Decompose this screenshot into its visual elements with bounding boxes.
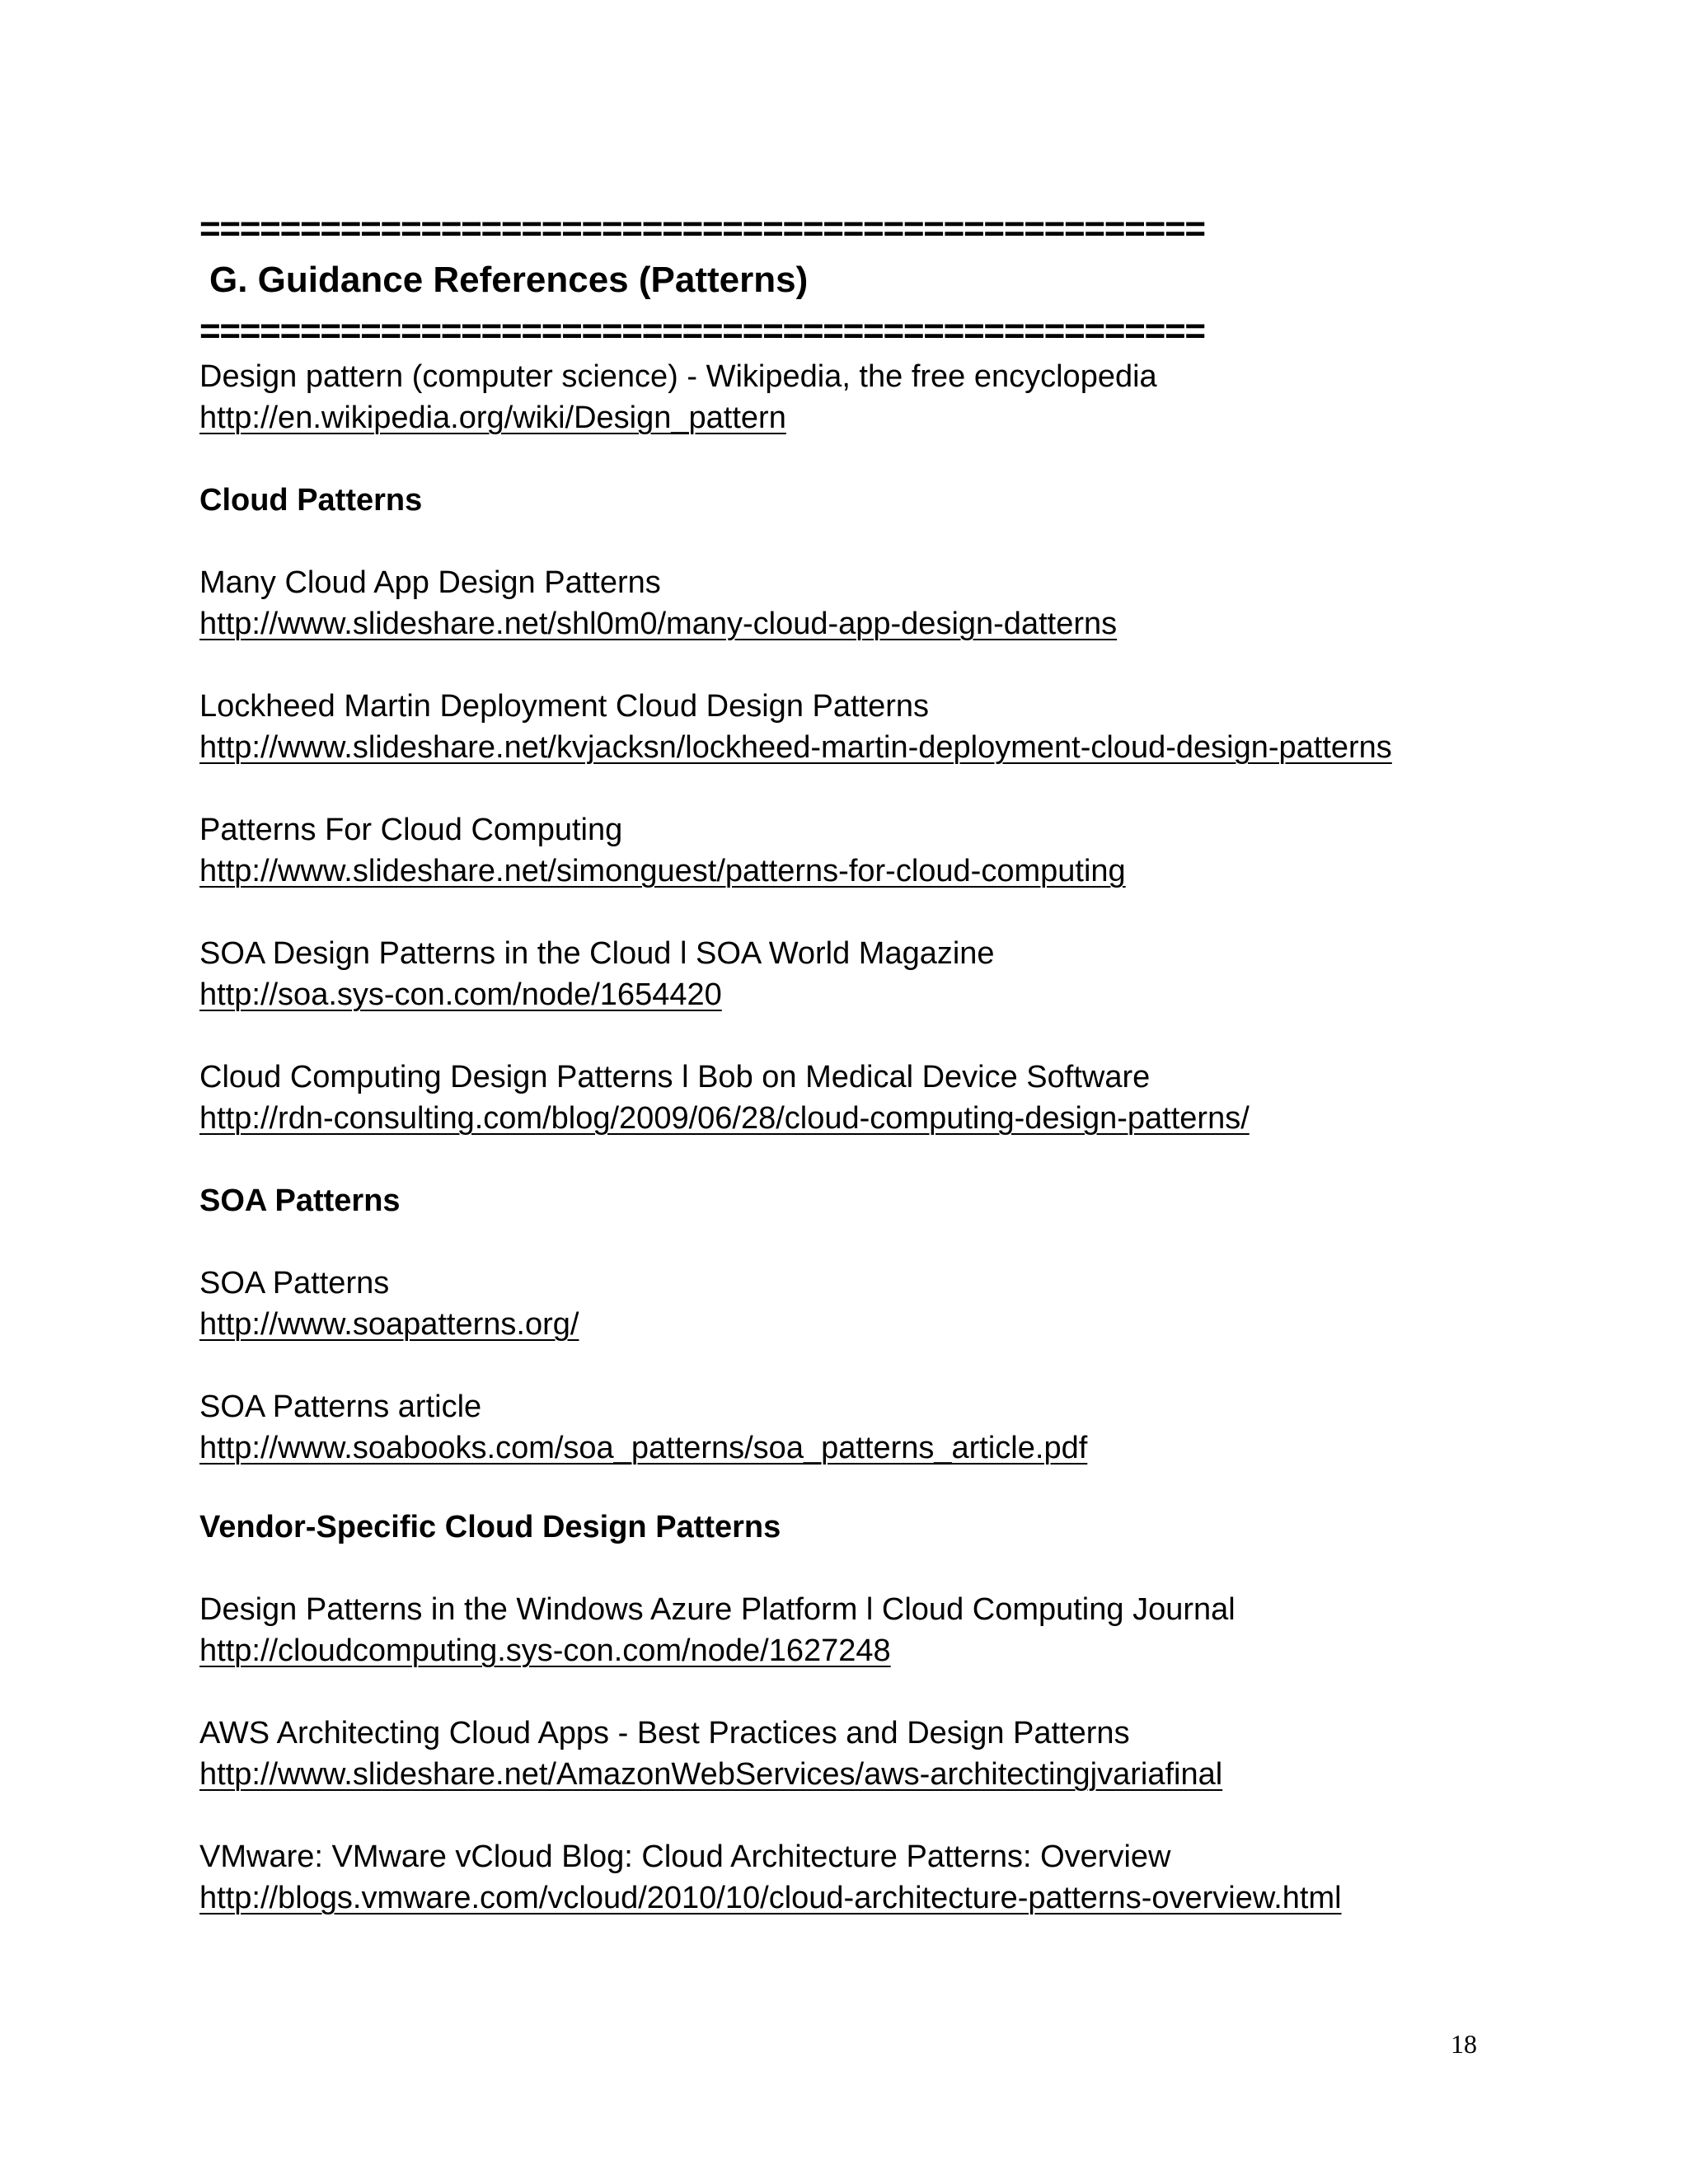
reference-link[interactable]: http://www.soabooks.com/soa_patterns/soa_patterns_article.pdf [199,1431,1088,1465]
reference-link[interactable]: http://www.slideshare.net/shl0m0/many-cloud-app-design-datterns [199,607,1118,641]
reference-entry [199,1713,1502,1795]
reference-link[interactable]: http://soa.sys-con.com/node/1654420 [199,977,722,1012]
reference-title: SOA Design Patterns in the Cloud l SOA World Magazine [199,936,995,971]
reference-title: SOA Patterns article [199,1390,482,1424]
reference-title: Cloud Computing Design Patterns l Bob on Medical Device Software [199,1060,1151,1094]
reference-link[interactable]: http://en.wikipedia.org/wiki/Design_pattern [199,401,786,435]
reference-link[interactable]: http://www.slideshare.net/simonguest/patterns-for-cloud-computing [199,854,1126,888]
reference-title: AWS Architecting Cloud Apps - Best Practices and Design Patterns [199,1716,1130,1750]
reference-title: SOA Patterns [199,1266,390,1301]
reference-title: Patterns For Cloud Computing [199,813,623,847]
reference-entry [199,1263,1502,1345]
reference-entry [199,1589,1502,1671]
reference-link[interactable]: http://rdn-consulting.com/blog/2009/06/28/cloud-computing-design-patterns/ [199,1101,1250,1136]
reference-entry [199,1057,1502,1139]
page-content [199,204,1502,1919]
reference-entry [199,562,1502,644]
divider-rule-bottom: ================================================== [199,311,1205,351]
subsection-title-cloud-patterns: Cloud Patterns [199,483,423,518]
page-number: 18 [1451,2029,1477,2059]
reference-link[interactable]: http://www.slideshare.net/kvjacksn/lockheed-martin-deployment-cloud-design-patterns [199,730,1392,765]
reference-title: Many Cloud App Design Patterns [199,565,661,600]
reference-entry [199,686,1502,768]
reference-link[interactable]: http://cloudcomputing.sys-con.com/node/1627248 [199,1633,891,1668]
divider-rule-top: ================================================== [199,209,1205,249]
subsection-title-soa-patterns: SOA Patterns [199,1183,401,1218]
reference-entry-intro [199,356,1502,438]
reference-title: Design Patterns in the Windows Azure Platform l Cloud Computing Journal [199,1592,1236,1627]
reference-title: VMware: VMware vCloud Blog: Cloud Architecture Patterns: Overview [199,1840,1171,1874]
reference-entry [199,809,1502,892]
reference-title: Design pattern (computer science) - Wikipedia, the free encyclopedia [199,359,1157,394]
reference-entry [199,1386,1502,1469]
reference-link[interactable]: http://www.slideshare.net/AmazonWebServices/aws-architectingjvariafinal [199,1757,1223,1792]
reference-entry [199,933,1502,1015]
reference-title: Lockheed Martin Deployment Cloud Design Patterns [199,689,930,724]
reference-entry [199,1836,1502,1919]
reference-link[interactable]: http://blogs.vmware.com/vcloud/2010/10/cloud-architecture-patterns-overview.html [199,1881,1342,1915]
reference-link[interactable]: http://www.soapatterns.org/ [199,1307,579,1342]
subsection-title-vendor-specific: Vendor-Specific Cloud Design Patterns [199,1510,781,1544]
section-heading: G. Guidance References (Patterns) [209,260,809,300]
